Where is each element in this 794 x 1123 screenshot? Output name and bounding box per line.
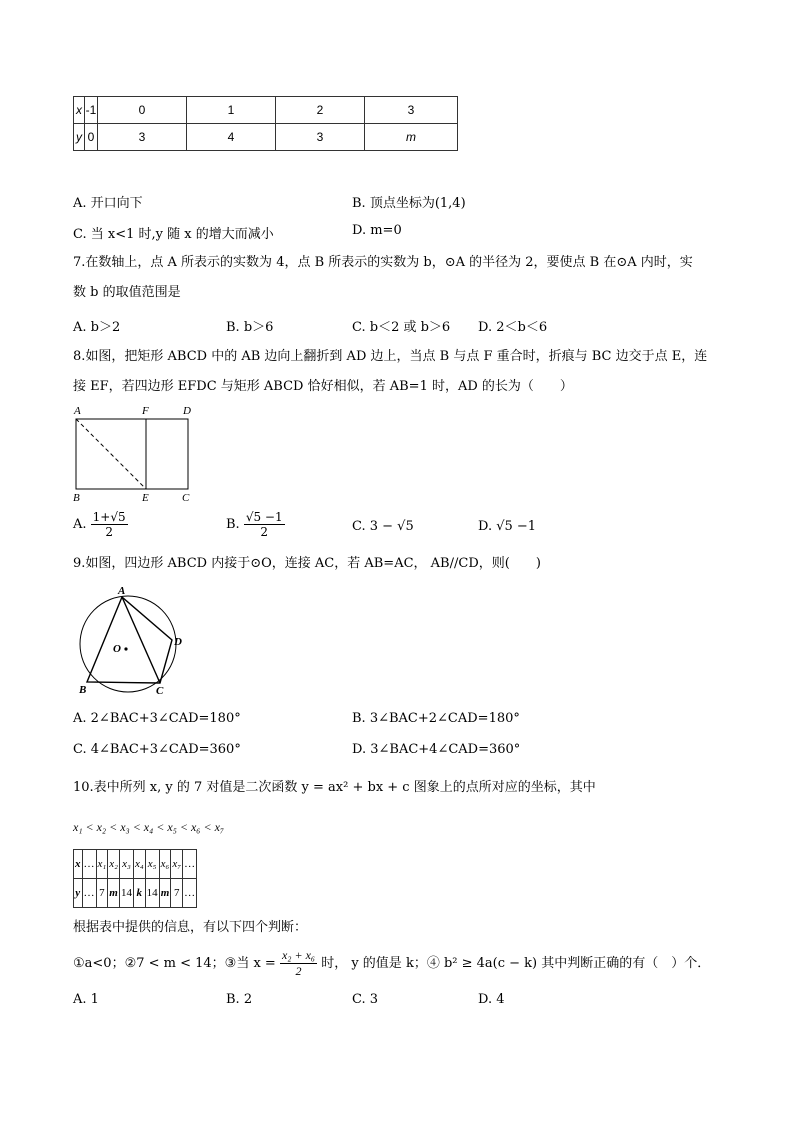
- q8-line1: 8.如图，把矩形 ABCD 中的 AB 边向上翻折到 AD 边上，当点 B 与点 F 重合时，折痕与 BC 边交于点 E，连: [73, 349, 708, 364]
- q7-option-b: B. b＞6: [226, 320, 274, 335]
- q10-intro: 根据表中提供的信息，有以下四个判断：: [73, 920, 308, 935]
- q10-option-d: D. 4: [478, 992, 505, 1007]
- table-cell: m: [365, 124, 458, 151]
- q6-option-c: C. 当 x<1 时,y 随 x 的增大而减小: [73, 227, 274, 242]
- numerator: x₂ + x₆: [281, 948, 316, 962]
- table-cell: m: [108, 879, 120, 908]
- label-c: C: [156, 685, 164, 697]
- q6-option-d: D. m=0: [352, 223, 402, 238]
- q10-option-c: C. 3: [352, 992, 379, 1007]
- table-cell: 2: [276, 97, 365, 124]
- denominator: 2: [260, 525, 269, 539]
- q7-option-a: A. b＞2: [73, 320, 121, 335]
- table-cell: 4: [187, 124, 276, 151]
- q8-option-a-prefix: A.: [73, 517, 87, 532]
- quadrilateral-abcd: [87, 597, 172, 683]
- q9-option-c: C. 4∠BAC+3∠CAD=360°: [73, 742, 241, 757]
- q10-option-a: A. 1: [73, 992, 99, 1007]
- table-cell: x₅: [145, 850, 159, 879]
- table-row: [74, 850, 197, 879]
- q8-option-b: [226, 510, 285, 539]
- table-cell: x: [74, 97, 85, 124]
- q9-option-d: D. 3∠BAC+4∠CAD=360°: [352, 742, 521, 757]
- table-cell: k: [133, 879, 145, 908]
- q9-option-a: A. 2∠BAC+3∠CAD=180°: [73, 711, 241, 726]
- q8-line2: 接 EF，若四边形 EFDC 与矩形 ABCD 恰好相似，若 AB=1 时，AD 的长为（ ）: [73, 379, 573, 394]
- label-d: D: [183, 405, 191, 417]
- fraction: [280, 948, 317, 979]
- q10-condition: x₁ < x₂ < x₃ < x₄ < x₅ < x₆ < x₇: [73, 820, 225, 834]
- table-cell: 3: [365, 97, 458, 124]
- table-cell: 14: [119, 879, 133, 908]
- table-cell: …: [82, 850, 96, 879]
- table-cell: -1: [85, 97, 98, 124]
- table-row: [74, 97, 458, 124]
- q8-option-b-prefix: B.: [226, 517, 240, 532]
- q10-judgments-post: 时， y 的值是 k；④ b² ≥ 4a(c − k) 其中判断正确的有（ ）个．: [321, 956, 711, 971]
- fraction: [91, 510, 128, 539]
- q7-option-c: C. b＜2 或 b＞6: [352, 320, 451, 335]
- table-cell: 0: [98, 97, 187, 124]
- q7-line2: 数 b 的取值范围是: [73, 285, 181, 300]
- q9-option-b: B. 3∠BAC+2∠CAD=180°: [352, 711, 520, 726]
- q8-option-a: [73, 510, 128, 539]
- q10-value-table: [73, 849, 197, 908]
- denominator: 2: [295, 964, 302, 978]
- q10-option-b: B. 2: [226, 992, 253, 1007]
- table-cell: x₁: [96, 850, 108, 879]
- table-cell: …: [82, 879, 96, 908]
- table-cell: 14: [145, 879, 159, 908]
- table-cell: 1: [187, 97, 276, 124]
- q6-option-b: B. 顶点坐标为(1,4): [352, 196, 466, 211]
- q7-option-d: D. 2＜b＜6: [478, 320, 548, 335]
- q9-line1: 9.如图，四边形 ABCD 内接于⊙O，连接 AC，若 AB=AC， AB//CD，则( ): [73, 556, 541, 571]
- label-b: B: [73, 492, 80, 504]
- table-cell: 7: [171, 879, 183, 908]
- table-cell: 3: [276, 124, 365, 151]
- center-dot: [124, 647, 127, 650]
- crease-ae: [76, 419, 146, 489]
- numerator: √5 −1: [245, 510, 283, 524]
- value-table: [73, 96, 458, 151]
- q10-judgments-pre: ①a<0；②7 < m < 14；③当 x =: [73, 956, 276, 971]
- label-e: E: [142, 492, 149, 504]
- table-cell: 7: [96, 879, 108, 908]
- table-row: [74, 879, 197, 908]
- table-cell: y: [74, 879, 83, 908]
- label-b: B: [79, 684, 87, 696]
- q10-line1: 10.表中所列 x, y 的 7 对值是二次函数 y = ax² + bx + c 图象上的点所对应的坐标，其中: [73, 780, 596, 795]
- denominator: 2: [105, 525, 113, 539]
- table-cell: 0: [85, 124, 98, 151]
- q7-line1: 7.在数轴上，点 A 所表示的实数为 4，点 B 所表示的实数为 b，⊙A 的半径为 2，要使点 B 在⊙A 内时，实: [73, 255, 693, 270]
- numerator: 1+√5: [92, 510, 126, 524]
- table-row: [74, 124, 458, 151]
- label-a: A: [74, 405, 81, 417]
- table-cell: x₂: [108, 850, 120, 879]
- label-f: F: [142, 405, 149, 417]
- label-d: D: [174, 636, 182, 648]
- table-cell: x₄: [133, 850, 145, 879]
- table-cell: x: [74, 850, 83, 879]
- label-o: O: [113, 643, 121, 655]
- q10-judgments: [73, 948, 710, 979]
- q8-option-c: C. 3 − √5: [352, 519, 414, 534]
- diagonal-ac: [122, 597, 160, 683]
- table-cell: x₇: [171, 850, 183, 879]
- table-cell: x₆: [159, 850, 171, 879]
- inscribed-quadrilateral-figure: [70, 582, 200, 700]
- fraction: [244, 510, 285, 539]
- table-cell: m: [159, 879, 171, 908]
- table-cell: x₃: [119, 850, 133, 879]
- rectangle-abcd: [76, 419, 188, 489]
- table-cell: …: [183, 879, 197, 908]
- table-cell: 3: [98, 124, 187, 151]
- label-c: C: [182, 492, 190, 504]
- table-cell: …: [183, 850, 197, 879]
- table-cell: y: [74, 124, 85, 151]
- label-a: A: [118, 585, 126, 597]
- q6-option-a: A. 开口向下: [73, 196, 143, 211]
- rectangle-fold-figure: [68, 402, 198, 506]
- q8-option-d: D. √5 −1: [478, 519, 537, 534]
